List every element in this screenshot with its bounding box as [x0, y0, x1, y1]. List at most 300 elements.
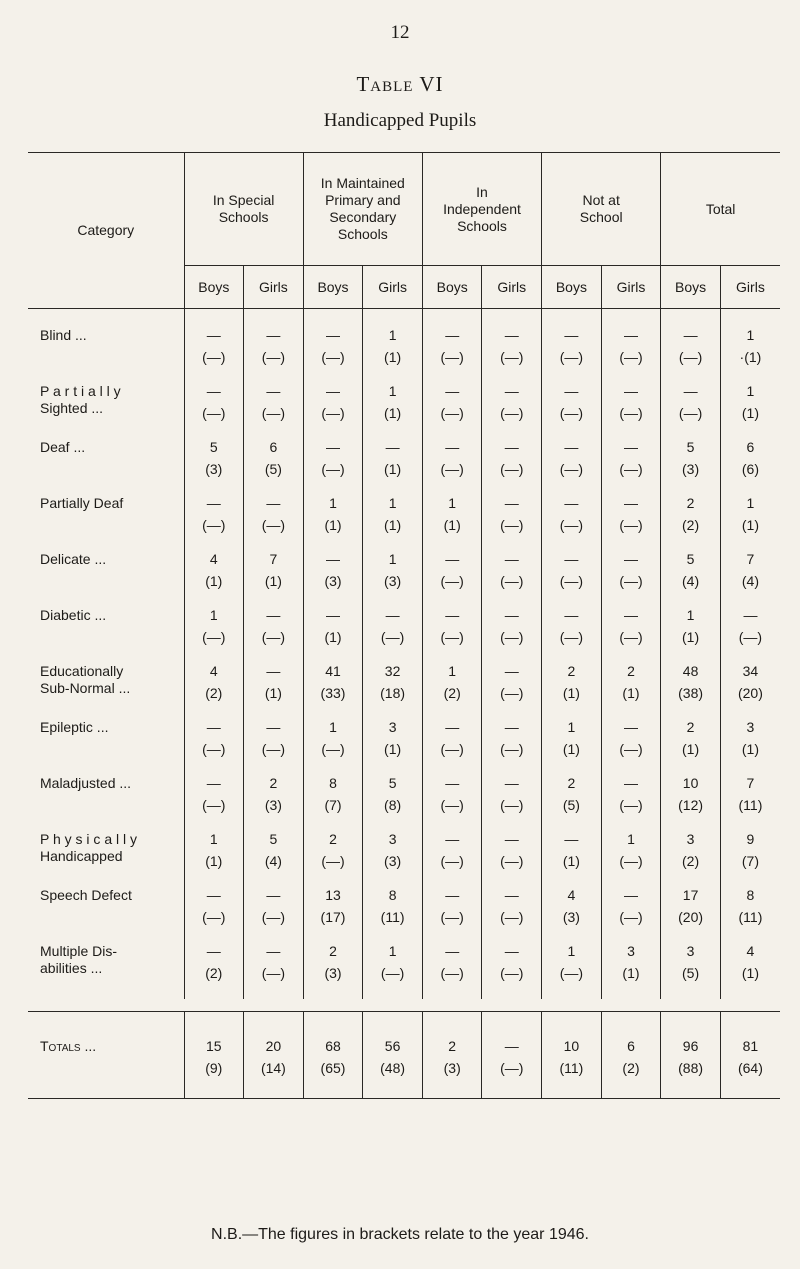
cell-value-1946: (—) — [559, 349, 584, 365]
cell-value-1946: (2) — [682, 517, 700, 533]
table-cell — [661, 831, 721, 887]
table-cell — [482, 439, 542, 495]
table-cell — [184, 887, 244, 943]
cell-value-1947: — — [564, 831, 579, 847]
cell-value-1946: (—) — [440, 797, 464, 813]
table-cell — [482, 607, 542, 663]
table-cell — [661, 309, 721, 384]
table-cell — [601, 831, 661, 887]
cell-value-1947: 1 — [567, 719, 576, 735]
table-cell — [422, 887, 482, 943]
table-cell — [720, 943, 780, 999]
cell-value-1946: (—) — [619, 741, 643, 757]
cell-value-1947: — — [266, 495, 281, 511]
cell-value-1946: (—) — [321, 405, 345, 421]
cell-value-1947: 7 — [269, 551, 278, 567]
cell-value-1946: (—) — [738, 629, 763, 645]
cell-value-1946: (—) — [261, 909, 286, 925]
cell-value-1946: (—) — [440, 853, 464, 869]
cell-value-1947: — — [623, 551, 638, 567]
cell-value-1947: 32 — [384, 663, 401, 679]
table-cell — [363, 943, 423, 999]
cell-value-1947: 5 — [269, 831, 278, 847]
cell-value-1946: (1) — [384, 741, 402, 757]
boys-header: Boys — [422, 266, 482, 309]
page-number: 12 — [390, 22, 410, 43]
cell-value-1947: — — [743, 607, 758, 623]
cell-value-1946: (—) — [261, 741, 286, 757]
table-cell — [363, 831, 423, 887]
cell-value-1947: — — [623, 775, 638, 791]
table-cell — [184, 551, 244, 607]
table-cell — [601, 663, 661, 719]
cell-value-1947: — — [445, 551, 460, 567]
table-cell — [244, 309, 304, 384]
category-label — [28, 495, 184, 551]
table-cell — [720, 663, 780, 719]
table-cell — [184, 383, 244, 439]
table-cell — [244, 1012, 304, 1099]
cell-value-1946: (—) — [500, 629, 524, 645]
category-label — [28, 439, 184, 495]
table-cell — [184, 439, 244, 495]
cell-value-1946: (1) — [741, 517, 759, 533]
cell-value-1947: 2 — [686, 495, 695, 511]
cell-value-1946: (—) — [261, 965, 286, 981]
table-cell — [244, 607, 304, 663]
cell-value-1947: — — [445, 887, 460, 903]
cell-value-1946: (—) — [380, 629, 405, 645]
table-cell — [303, 1012, 363, 1099]
cell-value-1947: — — [683, 383, 698, 399]
cell-value-1947: 1 — [388, 943, 397, 959]
cell-value-1947: 3 — [388, 831, 397, 847]
table-cell — [303, 887, 363, 943]
cell-value-1947: — — [326, 383, 340, 399]
cell-value-1947: — — [504, 495, 519, 511]
table-cell — [303, 831, 363, 887]
cell-value-1946: (—) — [440, 461, 464, 477]
cell-value-1947: — — [623, 439, 638, 455]
cell-value-1946: (—) — [261, 405, 286, 421]
table-cell — [422, 551, 482, 607]
table-cell — [422, 495, 482, 551]
table-cell — [542, 551, 602, 607]
table-cell — [601, 719, 661, 775]
cell-value-1947: 3 — [627, 943, 635, 959]
cell-value-1946: (—) — [678, 349, 703, 365]
cell-value-1946: (—) — [619, 909, 643, 925]
table-row — [28, 831, 780, 887]
category-label-line: Sighted ... — [40, 400, 104, 416]
cell-value-1946: (—) — [440, 405, 464, 421]
cell-value-1946: (3) — [324, 573, 342, 589]
table-cell — [303, 309, 363, 384]
table-cell — [601, 309, 661, 384]
cell-value-1947: — — [623, 887, 638, 903]
table-cell — [184, 309, 244, 384]
cell-value-1947: 10 — [563, 1038, 580, 1054]
cell-value-1947: — — [445, 719, 460, 735]
group-header-maintained-schools: In Maintained Primary and Secondary Schools — [303, 153, 422, 266]
cell-value-1947: — — [504, 663, 519, 679]
girls-header: Girls — [601, 266, 661, 309]
cell-value-1946: (5) — [682, 965, 700, 981]
category-label-line: Educationally — [40, 663, 124, 679]
cell-value-1946: (65) — [320, 1060, 346, 1076]
cell-value-1947: 6 — [269, 439, 278, 455]
cell-value-1946: (—) — [321, 853, 345, 869]
table-cell — [184, 943, 244, 999]
table-row — [28, 663, 780, 719]
table-cell — [482, 551, 542, 607]
category-label — [28, 383, 184, 439]
table-cell — [720, 1012, 780, 1099]
table-row — [28, 439, 780, 495]
cell-value-1946: (—) — [619, 797, 643, 813]
category-label — [28, 309, 184, 384]
table-cell — [184, 607, 244, 663]
table-cell — [720, 887, 780, 943]
table-cell — [720, 719, 780, 775]
table-cell — [542, 309, 602, 384]
cell-value-1946: (1) — [324, 629, 342, 645]
cell-value-1946: (20) — [737, 685, 763, 701]
cell-value-1947: — — [266, 943, 281, 959]
cell-value-1946: (—) — [202, 629, 226, 645]
cell-value-1947: 1 — [209, 607, 218, 623]
cell-value-1947: — — [445, 831, 460, 847]
cell-value-1946: (4) — [682, 573, 700, 589]
cell-value-1946: (—) — [500, 909, 524, 925]
cell-value-1946: (—) — [500, 1060, 524, 1076]
table-cell — [363, 439, 423, 495]
cell-value-1946: (1) — [384, 517, 402, 533]
cell-value-1946: (1) — [622, 965, 640, 981]
cell-value-1947: 1 — [567, 943, 576, 959]
cell-value-1947: — — [266, 607, 281, 623]
totals-label: Totals ... — [28, 1012, 184, 1099]
table-cell — [542, 831, 602, 887]
table-cell — [482, 1012, 542, 1099]
cell-value-1947: — — [445, 607, 460, 623]
cell-value-1946: (1) — [622, 685, 640, 701]
table-cell — [720, 607, 780, 663]
table-cell — [601, 1012, 661, 1099]
cell-value-1946: (4) — [741, 573, 759, 589]
cell-value-1946: (1) — [741, 965, 759, 981]
cell-value-1947: — — [504, 607, 519, 623]
category-label — [28, 551, 184, 607]
cell-value-1947: 1 — [746, 383, 755, 399]
table-cell — [482, 775, 542, 831]
cell-value-1946: (1) — [741, 405, 759, 421]
cell-value-1947: — — [445, 775, 460, 791]
cell-value-1946: (2) — [205, 965, 223, 981]
cell-value-1947: — — [564, 383, 579, 399]
table-cell — [303, 439, 363, 495]
cell-value-1946: (1) — [562, 853, 580, 869]
table-cell — [422, 719, 482, 775]
group-header-special-schools: In Special Schools — [184, 153, 303, 266]
cell-value-1946: (—) — [559, 965, 584, 981]
cell-value-1946: (3) — [443, 1060, 461, 1076]
table-cell — [363, 551, 423, 607]
table-cell — [601, 383, 661, 439]
table-cell — [661, 943, 721, 999]
table-cell — [303, 719, 363, 775]
cell-value-1946: (1) — [682, 629, 700, 645]
table-cell — [482, 943, 542, 999]
cell-value-1947: — — [266, 327, 281, 343]
cell-value-1946: (11) — [738, 797, 763, 813]
category-label-line: Maladjusted ... — [40, 775, 132, 791]
cell-value-1947: 1 — [209, 831, 218, 847]
table-cell — [303, 943, 363, 999]
cell-value-1947: 41 — [325, 663, 341, 679]
category-label-line: Sub-Normal ... — [40, 680, 131, 696]
table-cell — [422, 943, 482, 999]
cell-value-1946: (33) — [320, 685, 346, 701]
table-cell — [303, 607, 363, 663]
spacer-row — [28, 999, 780, 1012]
cell-value-1947: 4 — [209, 663, 218, 679]
cell-value-1946: (64) — [737, 1060, 763, 1076]
table-cell — [244, 495, 304, 551]
table-cell — [363, 1012, 423, 1099]
cell-value-1946: (1) — [384, 461, 402, 477]
table-cell — [244, 663, 304, 719]
cell-value-1946: (—) — [440, 349, 464, 365]
table-cell — [661, 607, 721, 663]
cell-value-1947: 81 — [742, 1038, 759, 1054]
cell-value-1946: (2) — [205, 685, 223, 701]
cell-value-1947: — — [564, 439, 579, 455]
table-cell — [363, 495, 423, 551]
table-cell — [363, 719, 423, 775]
cell-value-1947: — — [445, 327, 460, 343]
table-cell — [661, 1012, 721, 1099]
cell-value-1946: (—) — [500, 573, 524, 589]
cell-value-1946: (11) — [559, 1060, 584, 1076]
cell-value-1946: (—) — [261, 517, 286, 533]
cell-value-1946: (88) — [678, 1060, 704, 1076]
cell-value-1947: 6 — [746, 439, 755, 455]
cell-value-1947: 7 — [746, 775, 755, 791]
cell-value-1946: (3) — [682, 461, 700, 477]
cell-value-1947: 1 — [746, 327, 755, 343]
cell-value-1947: — — [445, 943, 460, 959]
table-row — [28, 887, 780, 943]
cell-value-1947: 8 — [329, 775, 337, 791]
category-label — [28, 719, 184, 775]
cell-value-1946: (11) — [738, 909, 763, 925]
cell-value-1946: (—) — [202, 741, 226, 757]
cell-value-1947: — — [623, 495, 638, 511]
table-cell — [601, 887, 661, 943]
table-row — [28, 495, 780, 551]
table-cell — [422, 1012, 482, 1099]
table-cell — [244, 831, 304, 887]
category-label — [28, 607, 184, 663]
cell-value-1946: (3) — [264, 797, 282, 813]
cell-value-1946: (—) — [500, 461, 524, 477]
cell-value-1946: (2) — [682, 853, 700, 869]
table-cell — [601, 495, 661, 551]
cell-value-1947: 4 — [567, 887, 576, 903]
table-cell — [601, 607, 661, 663]
cell-value-1947: 7 — [746, 551, 755, 567]
cell-value-1947: 68 — [325, 1038, 341, 1054]
cell-value-1946: (—) — [202, 405, 226, 421]
table-row — [28, 775, 780, 831]
cell-value-1946: (12) — [678, 797, 704, 813]
category-label — [28, 663, 184, 719]
category-label-line: P h y s i c a l l y — [40, 831, 137, 847]
table-cell — [482, 309, 542, 384]
table-body — [28, 309, 780, 1099]
table-cell — [184, 663, 244, 719]
cell-value-1947: — — [206, 887, 221, 903]
table-cell — [422, 775, 482, 831]
table-cell — [542, 663, 602, 719]
cell-value-1946: (—) — [678, 405, 703, 421]
table-cell — [601, 943, 661, 999]
cell-value-1947: — — [564, 607, 579, 623]
cell-value-1947: — — [206, 383, 221, 399]
table-cell — [601, 439, 661, 495]
table-cell — [661, 887, 721, 943]
cell-value-1946: (18) — [380, 685, 406, 701]
cell-value-1946: (3) — [384, 573, 402, 589]
table-cell — [542, 495, 602, 551]
table-cell — [542, 775, 602, 831]
cell-value-1946: (—) — [202, 349, 226, 365]
table-cell — [661, 663, 721, 719]
table-cell — [482, 887, 542, 943]
girls-header: Girls — [244, 266, 304, 309]
table-cell — [244, 943, 304, 999]
cell-value-1946: (—) — [202, 517, 226, 533]
cell-value-1947: — — [206, 327, 221, 343]
cell-value-1947: 3 — [388, 719, 397, 735]
table-title: Table VI — [356, 72, 444, 96]
cell-value-1947: — — [504, 887, 519, 903]
cell-value-1946: (9) — [205, 1060, 223, 1076]
cell-value-1946: (—) — [202, 909, 226, 925]
cell-value-1946: (—) — [500, 853, 524, 869]
cell-value-1947: — — [326, 607, 340, 623]
cell-value-1946: (1) — [264, 685, 282, 701]
cell-value-1947: — — [504, 719, 519, 735]
table-cell — [422, 439, 482, 495]
footnote: N.B.—The figures in brackets relate to the year 1946. — [211, 1226, 589, 1243]
cell-value-1947: — — [445, 439, 460, 455]
cell-value-1946: (1) — [443, 517, 461, 533]
table-subtitle: Handicapped Pupils — [323, 110, 477, 131]
table-cell — [363, 887, 423, 943]
cell-value-1947: — — [266, 663, 281, 679]
cell-value-1946: (—) — [321, 349, 345, 365]
table-cell — [542, 887, 602, 943]
table-cell — [601, 551, 661, 607]
cell-value-1946: (5) — [562, 797, 580, 813]
boys-header: Boys — [661, 266, 721, 309]
cell-value-1946: (—) — [440, 573, 464, 589]
table-cell — [542, 383, 602, 439]
cell-value-1947: — — [326, 551, 340, 567]
category-label-line: Partially Deaf — [40, 495, 124, 511]
table-cell — [720, 831, 780, 887]
cell-value-1947: 8 — [388, 887, 397, 903]
cell-value-1946: (8) — [384, 797, 402, 813]
table-cell — [720, 383, 780, 439]
table-row — [28, 943, 780, 999]
table-cell — [482, 663, 542, 719]
cell-value-1946: (—) — [619, 349, 643, 365]
cell-value-1946: (1) — [384, 349, 402, 365]
category-label-line: Handicapped — [40, 848, 123, 864]
cell-value-1946: (1) — [264, 573, 282, 589]
cell-value-1947: 2 — [269, 775, 278, 791]
table-cell — [482, 719, 542, 775]
cell-value-1947: 1 — [448, 495, 457, 511]
table-cell — [661, 719, 721, 775]
cell-value-1947: — — [504, 327, 519, 343]
cell-value-1947: — — [504, 831, 519, 847]
table-cell — [720, 495, 780, 551]
table-cell — [482, 495, 542, 551]
cell-value-1946: (—) — [619, 461, 643, 477]
table-cell — [363, 775, 423, 831]
category-label-line: Multiple Dis- — [40, 943, 118, 959]
cell-value-1947: — — [504, 943, 519, 959]
cell-value-1947: — — [504, 551, 519, 567]
table-cell — [720, 775, 780, 831]
boys-header: Boys — [303, 266, 363, 309]
cell-value-1946: (—) — [500, 685, 524, 701]
cell-value-1947: 1 — [627, 831, 635, 847]
cell-value-1947: 2 — [329, 831, 337, 847]
group-header-not-at-school: Not at School — [542, 153, 661, 266]
handicapped-pupils-table — [28, 152, 780, 1099]
cell-value-1946: (20) — [678, 909, 704, 925]
cell-value-1947: 20 — [265, 1038, 282, 1054]
cell-value-1946: (—) — [619, 573, 643, 589]
table-cell — [303, 383, 363, 439]
cell-value-1946: (3) — [324, 965, 342, 981]
cell-value-1947: — — [266, 383, 281, 399]
cell-value-1946: (—) — [500, 349, 524, 365]
cell-value-1946: (2) — [622, 1060, 640, 1076]
table-cell — [422, 831, 482, 887]
category-label-line: Diabetic ... — [40, 607, 107, 623]
cell-value-1947: — — [206, 495, 221, 511]
cell-value-1947: 1 — [388, 383, 397, 399]
cell-value-1946: (—) — [559, 573, 584, 589]
table-row — [28, 383, 780, 439]
table-cell — [363, 383, 423, 439]
table-cell — [244, 551, 304, 607]
group-header-independent-schools: In Independent Schools — [422, 153, 541, 266]
cell-value-1946: (—) — [321, 741, 345, 757]
cell-value-1946: (—) — [619, 853, 643, 869]
table-cell — [244, 383, 304, 439]
cell-value-1947: — — [623, 607, 638, 623]
cell-value-1946: (1) — [384, 405, 402, 421]
cell-value-1947: — — [504, 383, 519, 399]
spacer-cell — [28, 999, 780, 1012]
